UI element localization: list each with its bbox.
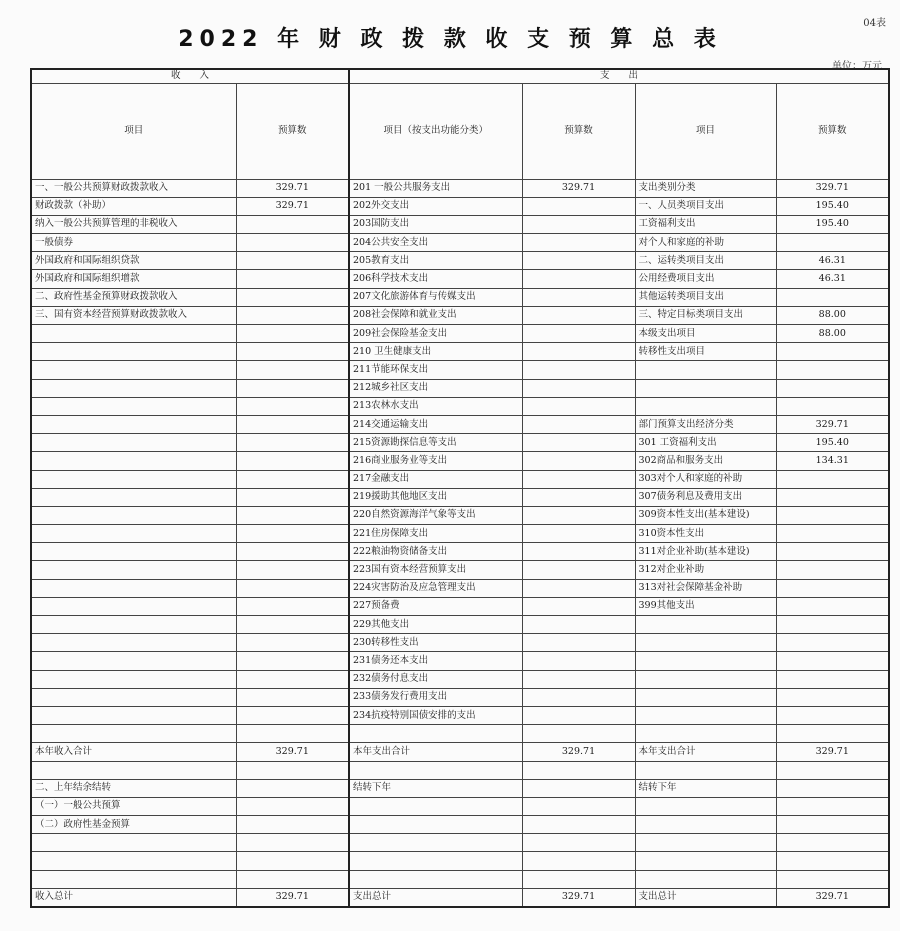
function-amount-cell	[522, 434, 635, 452]
type-amount-cell	[776, 688, 889, 706]
income-item-cell	[31, 415, 236, 433]
type-amount-cell	[776, 834, 889, 852]
type-item-cell	[635, 725, 776, 743]
function-item-cell: 224灾害防治及应急管理支出	[349, 579, 522, 597]
income-item-cell: （一）一般公共预算	[31, 797, 236, 815]
type-item-cell: 工资福利支出	[635, 215, 776, 233]
function-amount-cell: 329.71	[522, 743, 635, 761]
type-amount-cell	[776, 779, 889, 797]
income-item-cell	[31, 670, 236, 688]
function-amount-cell	[522, 197, 635, 215]
type-item-cell	[635, 397, 776, 415]
income-item-cell: 纳入一般公共预算管理的非税收入	[31, 215, 236, 233]
function-amount-cell	[522, 470, 635, 488]
type-amount-cell: 195.40	[776, 197, 889, 215]
table-row	[31, 488, 889, 506]
type-item-cell: 部门预算支出经济分类	[635, 415, 776, 433]
income-item-cell: 一、一般公共预算财政拨款收入	[31, 179, 236, 197]
type-item-cell: 307债务利息及费用支出	[635, 488, 776, 506]
income-item-cell	[31, 579, 236, 597]
type-item-cell: 结转下年	[635, 779, 776, 797]
type-amount-cell	[776, 706, 889, 724]
income-item-cell: 一般债券	[31, 234, 236, 252]
function-amount-cell	[522, 561, 635, 579]
income-item-cell: 二、上年结余结转	[31, 779, 236, 797]
function-amount-cell	[522, 270, 635, 288]
function-item-cell: 223国有资本经营预算支出	[349, 561, 522, 579]
function-amount-cell	[522, 616, 635, 634]
table-row	[31, 452, 889, 470]
income-amount-cell	[236, 506, 349, 524]
income-item-cell	[31, 525, 236, 543]
function-item-cell: 214交通运输支出	[349, 415, 522, 433]
type-item-cell	[635, 361, 776, 379]
income-amount-cell	[236, 761, 349, 779]
table-row	[31, 434, 889, 452]
income-item-cell	[31, 725, 236, 743]
income-item-cell	[31, 543, 236, 561]
function-item-cell: 结转下年	[349, 779, 522, 797]
income-amount-cell	[236, 234, 349, 252]
type-amount-cell	[776, 634, 889, 652]
income-item-cell: 收入总计	[31, 888, 236, 906]
type-amount-cell	[776, 597, 889, 615]
type-amount-cell	[776, 379, 889, 397]
form-number: 04表	[863, 18, 886, 29]
function-item-cell: 215资源勘探信息等支出	[349, 434, 522, 452]
table-row	[31, 397, 889, 415]
type-item-cell: 本年支出合计	[635, 743, 776, 761]
income-amount-cell	[236, 670, 349, 688]
income-item-cell	[31, 488, 236, 506]
table-row	[31, 215, 889, 233]
function-amount-cell	[522, 488, 635, 506]
table-row	[31, 525, 889, 543]
function-item-header: 项目（按支出功能分类）	[349, 83, 522, 179]
function-item-cell: 212城乡社区支出	[349, 379, 522, 397]
type-amount-cell	[776, 579, 889, 597]
income-amount-cell	[236, 725, 349, 743]
type-amount-cell	[776, 361, 889, 379]
table-row	[31, 725, 889, 743]
table-row	[31, 579, 889, 597]
table-row	[31, 561, 889, 579]
income-amount-cell	[236, 797, 349, 815]
function-item-cell: 234抗疫特别国债安排的支出	[349, 706, 522, 724]
table-row	[31, 415, 889, 433]
function-amount-cell	[522, 761, 635, 779]
income-amount-cell	[236, 688, 349, 706]
function-item-cell: 209社会保险基金支出	[349, 325, 522, 343]
income-amount-cell	[236, 379, 349, 397]
income-item-cell	[31, 434, 236, 452]
type-amount-cell: 88.00	[776, 325, 889, 343]
type-item-header: 项目	[635, 83, 776, 179]
function-item-cell: 203国防支出	[349, 215, 522, 233]
type-item-cell: 302商品和服务支出	[635, 452, 776, 470]
function-item-cell: 206科学技术支出	[349, 270, 522, 288]
income-amount-cell	[236, 543, 349, 561]
function-item-cell	[349, 761, 522, 779]
type-item-cell	[635, 688, 776, 706]
function-amount-cell	[522, 670, 635, 688]
type-amount-cell	[776, 343, 889, 361]
budget-table	[30, 68, 890, 908]
function-amount-cell	[522, 579, 635, 597]
income-item-cell	[31, 870, 236, 888]
function-amount-cell	[522, 288, 635, 306]
function-item-cell: 217金融支出	[349, 470, 522, 488]
function-amount-header: 预算数	[522, 83, 635, 179]
type-item-cell	[635, 652, 776, 670]
income-amount-cell	[236, 397, 349, 415]
table-row	[31, 597, 889, 615]
function-amount-cell	[522, 252, 635, 270]
function-amount-cell	[522, 306, 635, 324]
function-item-cell	[349, 797, 522, 815]
income-amount-cell	[236, 325, 349, 343]
table-row	[31, 743, 889, 761]
type-amount-cell: 88.00	[776, 306, 889, 324]
income-item-cell: 外国政府和国际组织增款	[31, 270, 236, 288]
type-item-cell: 301 工资福利支出	[635, 434, 776, 452]
type-item-cell: 310资本性支出	[635, 525, 776, 543]
type-amount-cell	[776, 288, 889, 306]
income-amount-cell: 329.71	[236, 888, 349, 906]
income-amount-cell	[236, 252, 349, 270]
table-row	[31, 470, 889, 488]
type-item-cell	[635, 834, 776, 852]
function-item-cell	[349, 725, 522, 743]
type-item-cell	[635, 670, 776, 688]
table-row	[31, 797, 889, 815]
table-row	[31, 325, 889, 343]
type-amount-cell	[776, 670, 889, 688]
table-row	[31, 761, 889, 779]
income-item-cell: 外国政府和国际组织贷款	[31, 252, 236, 270]
table-row	[31, 361, 889, 379]
table-row	[31, 543, 889, 561]
type-item-cell: 支出总计	[635, 888, 776, 906]
income-amount-cell	[236, 343, 349, 361]
income-amount-cell	[236, 852, 349, 870]
type-item-cell: 303对个人和家庭的补助	[635, 470, 776, 488]
income-item-cell	[31, 343, 236, 361]
income-amount-cell	[236, 488, 349, 506]
function-item-cell	[349, 816, 522, 834]
function-item-cell: 230转移性支出	[349, 634, 522, 652]
function-amount-cell	[522, 725, 635, 743]
income-amount-cell	[236, 270, 349, 288]
type-amount-cell	[776, 816, 889, 834]
type-amount-cell	[776, 234, 889, 252]
type-item-cell	[635, 852, 776, 870]
income-amount-cell: 329.71	[236, 197, 349, 215]
function-amount-cell	[522, 688, 635, 706]
type-amount-cell: 134.31	[776, 452, 889, 470]
type-amount-cell	[776, 870, 889, 888]
table-row	[31, 197, 889, 215]
type-amount-header: 预算数	[776, 83, 889, 179]
income-item-cell	[31, 652, 236, 670]
function-amount-cell	[522, 452, 635, 470]
income-item-cell	[31, 506, 236, 524]
table-row	[31, 870, 889, 888]
function-amount-cell: 329.71	[522, 179, 635, 197]
type-item-cell	[635, 797, 776, 815]
function-item-cell: 本年支出合计	[349, 743, 522, 761]
income-amount-cell	[236, 434, 349, 452]
income-amount-cell	[236, 525, 349, 543]
income-item-cell: 财政拨款（补助）	[31, 197, 236, 215]
table-row	[31, 779, 889, 797]
type-amount-cell	[776, 561, 889, 579]
income-item-cell: 本年收入合计	[31, 743, 236, 761]
function-item-cell: 支出总计	[349, 888, 522, 906]
income-item-cell	[31, 325, 236, 343]
function-item-cell: 211节能环保支出	[349, 361, 522, 379]
function-item-cell: 233债务发行费用支出	[349, 688, 522, 706]
table-row	[31, 652, 889, 670]
type-item-cell	[635, 706, 776, 724]
type-amount-cell	[776, 488, 889, 506]
type-amount-cell	[776, 725, 889, 743]
type-item-cell: 本级支出项目	[635, 325, 776, 343]
type-item-cell: 313对社会保障基金补助	[635, 579, 776, 597]
type-amount-cell	[776, 543, 889, 561]
function-amount-cell	[522, 634, 635, 652]
table-row	[31, 306, 889, 324]
table-row	[31, 834, 889, 852]
function-item-cell: 221住房保障支出	[349, 525, 522, 543]
income-item-cell	[31, 761, 236, 779]
type-amount-cell: 329.71	[776, 888, 889, 906]
type-item-cell	[635, 379, 776, 397]
function-amount-cell	[522, 234, 635, 252]
function-item-cell: 231债务还本支出	[349, 652, 522, 670]
function-amount-cell	[522, 870, 635, 888]
income-amount-cell	[236, 470, 349, 488]
function-amount-cell	[522, 834, 635, 852]
function-item-cell	[349, 834, 522, 852]
function-amount-cell	[522, 779, 635, 797]
type-item-cell: 转移性支出项目	[635, 343, 776, 361]
type-item-cell: 支出类别分类	[635, 179, 776, 197]
type-item-cell: 对个人和家庭的补助	[635, 234, 776, 252]
function-amount-cell	[522, 543, 635, 561]
type-item-cell	[635, 870, 776, 888]
function-amount-cell	[522, 325, 635, 343]
function-amount-cell	[522, 652, 635, 670]
function-item-cell: 210 卫生健康支出	[349, 343, 522, 361]
type-amount-cell	[776, 397, 889, 415]
function-amount-cell	[522, 506, 635, 524]
income-item-cell: （二）政府性基金预算	[31, 816, 236, 834]
function-item-cell	[349, 852, 522, 870]
income-amount-cell	[236, 415, 349, 433]
function-item-cell	[349, 870, 522, 888]
function-item-cell: 207文化旅游体育与传媒支出	[349, 288, 522, 306]
type-amount-cell	[776, 616, 889, 634]
function-amount-cell	[522, 797, 635, 815]
type-item-cell: 309资本性支出(基本建设)	[635, 506, 776, 524]
type-item-cell: 312对企业补助	[635, 561, 776, 579]
function-item-cell: 227预备费	[349, 597, 522, 615]
income-item-cell	[31, 634, 236, 652]
type-amount-cell	[776, 652, 889, 670]
income-amount-cell	[236, 634, 349, 652]
type-item-cell: 一、人员类项目支出	[635, 197, 776, 215]
function-amount-cell	[522, 397, 635, 415]
type-item-cell	[635, 634, 776, 652]
type-amount-cell: 329.71	[776, 743, 889, 761]
page-title: 2022 年 财 政 拨 款 收 支 预 算 总 表	[178, 27, 722, 52]
function-amount-cell	[522, 706, 635, 724]
income-amount-header: 预算数	[236, 83, 349, 179]
type-amount-cell	[776, 852, 889, 870]
income-item-cell	[31, 688, 236, 706]
type-item-cell: 三、特定目标类项目支出	[635, 306, 776, 324]
function-item-cell: 208社会保障和就业支出	[349, 306, 522, 324]
income-amount-cell	[236, 561, 349, 579]
function-item-cell: 204公共安全支出	[349, 234, 522, 252]
table-row	[31, 852, 889, 870]
unit-label: 单位：万元	[832, 61, 882, 72]
income-amount-cell	[236, 834, 349, 852]
income-amount-cell	[236, 215, 349, 233]
function-item-cell: 232债务付息支出	[349, 670, 522, 688]
type-amount-cell: 46.31	[776, 270, 889, 288]
table-row	[31, 252, 889, 270]
function-amount-cell	[522, 816, 635, 834]
type-item-cell: 311对企业补助(基本建设)	[635, 543, 776, 561]
income-amount-cell: 329.71	[236, 179, 349, 197]
income-amount-cell	[236, 452, 349, 470]
type-amount-cell	[776, 470, 889, 488]
income-item-cell	[31, 561, 236, 579]
function-amount-cell	[522, 415, 635, 433]
table-row	[31, 706, 889, 724]
income-item-cell	[31, 452, 236, 470]
income-item-cell	[31, 834, 236, 852]
income-amount-cell	[236, 779, 349, 797]
type-amount-cell: 46.31	[776, 252, 889, 270]
type-item-cell: 二、运转类项目支出	[635, 252, 776, 270]
function-amount-cell: 329.71	[522, 888, 635, 906]
table-row	[31, 379, 889, 397]
function-amount-cell	[522, 525, 635, 543]
income-amount-cell: 329.71	[236, 743, 349, 761]
income-item-cell	[31, 597, 236, 615]
table-row	[31, 343, 889, 361]
table-row	[31, 816, 889, 834]
function-amount-cell	[522, 343, 635, 361]
type-item-cell	[635, 816, 776, 834]
function-amount-cell	[522, 852, 635, 870]
type-amount-cell	[776, 761, 889, 779]
income-section-header: 收 入	[31, 69, 349, 83]
function-amount-cell	[522, 361, 635, 379]
table-row	[31, 634, 889, 652]
table-row	[31, 670, 889, 688]
income-amount-cell	[236, 288, 349, 306]
income-item-cell: 三、国有资本经营预算财政拨款收入	[31, 306, 236, 324]
function-item-cell: 219援助其他地区支出	[349, 488, 522, 506]
income-item-cell	[31, 706, 236, 724]
income-amount-cell	[236, 306, 349, 324]
type-item-cell: 其他运转类项目支出	[635, 288, 776, 306]
income-amount-cell	[236, 706, 349, 724]
table-row	[31, 270, 889, 288]
table-row	[31, 506, 889, 524]
type-amount-cell: 195.40	[776, 215, 889, 233]
function-item-cell: 216商业服务业等支出	[349, 452, 522, 470]
function-item-cell: 222粮油物资储备支出	[349, 543, 522, 561]
expense-section-header: 支 出	[349, 69, 889, 83]
income-amount-cell	[236, 652, 349, 670]
function-amount-cell	[522, 379, 635, 397]
income-amount-cell	[236, 816, 349, 834]
type-item-cell: 公用经费项目支出	[635, 270, 776, 288]
income-item-cell	[31, 616, 236, 634]
function-item-cell: 229其他支出	[349, 616, 522, 634]
income-item-cell: 二、政府性基金预算财政拨款收入	[31, 288, 236, 306]
type-amount-cell: 195.40	[776, 434, 889, 452]
function-amount-cell	[522, 215, 635, 233]
function-amount-cell	[522, 597, 635, 615]
income-item-cell	[31, 470, 236, 488]
income-amount-cell	[236, 616, 349, 634]
income-item-cell	[31, 852, 236, 870]
type-amount-cell: 329.71	[776, 179, 889, 197]
income-item-header: 项目	[31, 83, 236, 179]
income-item-cell	[31, 397, 236, 415]
table-row	[31, 688, 889, 706]
income-amount-cell	[236, 870, 349, 888]
function-item-cell: 213农林水支出	[349, 397, 522, 415]
type-amount-cell	[776, 797, 889, 815]
function-item-cell: 205教育支出	[349, 252, 522, 270]
type-amount-cell	[776, 506, 889, 524]
income-amount-cell	[236, 361, 349, 379]
function-item-cell: 220自然资源海洋气象等支出	[349, 506, 522, 524]
type-item-cell	[635, 761, 776, 779]
type-amount-cell: 329.71	[776, 415, 889, 433]
income-amount-cell	[236, 579, 349, 597]
type-item-cell	[635, 616, 776, 634]
table-row	[31, 288, 889, 306]
type-item-cell: 399其他支出	[635, 597, 776, 615]
table-row	[31, 616, 889, 634]
function-item-cell: 202外交支出	[349, 197, 522, 215]
income-item-cell	[31, 361, 236, 379]
table-row	[31, 179, 889, 197]
function-item-cell: 201 一般公共服务支出	[349, 179, 522, 197]
type-amount-cell	[776, 525, 889, 543]
table-row	[31, 888, 889, 906]
income-amount-cell	[236, 597, 349, 615]
income-item-cell	[31, 379, 236, 397]
table-row	[31, 234, 889, 252]
